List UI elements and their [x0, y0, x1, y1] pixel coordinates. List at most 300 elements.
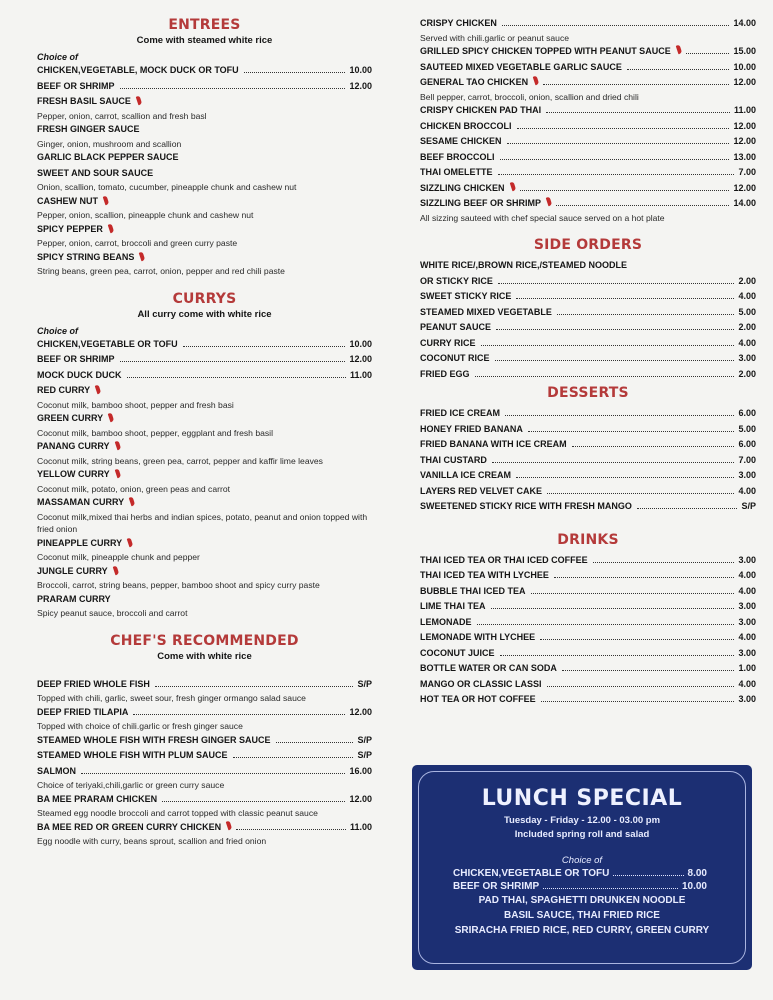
- chili-icon: [533, 76, 540, 86]
- leader-dots: [516, 298, 734, 299]
- item-name: DEEP FRIED WHOLE FISH: [37, 678, 150, 689]
- item-name: LIME THAI TEA: [420, 601, 486, 611]
- leader-dots: [541, 701, 735, 702]
- lunch-dishes-line: BASIL SAUCE, THAI FRIED RICE: [504, 910, 660, 921]
- item-header-name: SPICY PEPPER: [37, 223, 103, 234]
- menu-item: [420, 453, 756, 469]
- item-price: 7.00: [738, 454, 756, 465]
- lunch-item: [453, 867, 707, 880]
- item-name: COCONUT RICE: [420, 353, 490, 363]
- section-desserts: [420, 384, 756, 515]
- item-price: 15.00: [733, 46, 756, 56]
- item-header-name: MASSAMAN CURRY: [37, 497, 125, 507]
- lunch-item-name: CHICKEN,VEGETABLE OR TOFU: [453, 868, 610, 879]
- menu-item: [420, 119, 756, 135]
- item-price: 4.00: [738, 632, 756, 642]
- item-price: 3.00: [738, 353, 756, 363]
- item-description: Coconut milk, bamboo shoot, pepper, eggplant and fresh basil: [37, 427, 274, 438]
- chili-icon: [114, 441, 121, 451]
- section-title: SIDE ORDERS: [533, 237, 643, 253]
- item-header: [420, 258, 756, 274]
- lunch-dishes-line: PAD THAI, SPAGHETTI DRUNKEN NOODLE: [478, 895, 686, 906]
- item-header: [37, 411, 372, 427]
- item-name: SESAME CHICKEN: [420, 136, 502, 146]
- item-price: 11.00: [349, 369, 372, 380]
- item-name: CHICKEN BROCCOLI: [420, 120, 512, 131]
- item-header: [37, 166, 372, 182]
- menu-item: [420, 181, 756, 197]
- lunch-special-frame: [418, 771, 746, 964]
- chili-icon: [114, 469, 121, 479]
- leader-dots: [637, 508, 738, 509]
- lunch-item: [453, 880, 707, 893]
- section-currys: [37, 290, 372, 620]
- menu-item: [420, 60, 756, 76]
- menu-item: [420, 165, 756, 181]
- menu-item: [420, 661, 756, 677]
- item-price: 5.00: [738, 423, 756, 434]
- leader-dots: [236, 829, 346, 830]
- left-column: [37, 16, 372, 848]
- leader-dots: [554, 577, 735, 578]
- section-side-orders: [420, 236, 756, 382]
- item-header-name: CASHEW NUT: [37, 195, 98, 206]
- menu-item: [37, 79, 372, 95]
- chili-icon: [103, 195, 110, 205]
- item-header: [37, 250, 372, 266]
- item-price: 2.00: [738, 322, 756, 332]
- item-header: [37, 467, 372, 483]
- leader-dots: [627, 69, 730, 70]
- menu-item: [420, 44, 756, 60]
- item-header-name: GREEN CURRY: [37, 413, 104, 423]
- item-description: Steamed egg noodle broccoli and carrot topped with classic peanut sauce: [37, 808, 318, 818]
- section-drinks: [420, 531, 756, 708]
- item-name: SIZZLING CHICKEN: [420, 182, 505, 193]
- desserts-list: [420, 406, 756, 515]
- item-price: 3.00: [738, 694, 756, 704]
- item-name: FRIED BANANA WITH ICE CREAM: [420, 439, 567, 449]
- item-header-name: GARLIC BLACK PEPPER SAUCE: [37, 152, 179, 162]
- menu-item: [420, 274, 756, 290]
- leader-dots: [572, 446, 735, 447]
- item-description: All sizzing sauteed with chef special sauce served on a hot plate: [420, 212, 665, 223]
- item-header-name: JUNGLE CURRY: [37, 565, 108, 576]
- leader-dots: [543, 84, 729, 85]
- item-name: BEEF OR SHRIMP: [37, 354, 115, 364]
- item-price: 3.00: [738, 554, 756, 565]
- menu-item: [420, 484, 756, 500]
- item-header: [37, 150, 372, 166]
- item-price: S/P: [357, 678, 372, 689]
- leader-dots: [81, 773, 345, 774]
- item-price: 12.00: [349, 706, 372, 717]
- leader-dots: [557, 314, 735, 315]
- item-header-name: SWEET AND SOUR SAUCE: [37, 167, 154, 178]
- lunch-special-title: LUNCH SPECIAL: [481, 786, 683, 811]
- lunch-special-box: [412, 765, 752, 970]
- item-header-name: FRESH BASIL SAUCE: [37, 96, 131, 106]
- chili-icon: [546, 197, 553, 207]
- menu-item: [37, 677, 372, 693]
- leader-dots: [481, 345, 735, 346]
- item-name: SWEET STICKY RICE: [420, 291, 512, 301]
- chili-icon: [226, 820, 233, 830]
- leader-dots: [593, 562, 735, 563]
- item-price: 12.00: [733, 136, 756, 146]
- item-header: [37, 383, 372, 399]
- lunch-item-price: 8.00: [687, 868, 707, 879]
- menu-item: [420, 646, 756, 662]
- item-price: 4.00: [738, 585, 756, 596]
- item-description: String beans, green pea, carrot, onion, pepper and red chili paste: [37, 266, 285, 276]
- item-description: Pepper, onion, carrot, scallion and fresh basl: [37, 110, 207, 121]
- item-header-name: YELLOW CURRY: [37, 469, 110, 479]
- menu-item: [420, 305, 756, 321]
- leader-dots: [505, 415, 734, 416]
- item-description: Choice of teriyaki,chili,garlic or green curry sauce: [37, 780, 225, 790]
- section-subtitle: Come with steamed white rice: [136, 35, 273, 46]
- menu-item: [420, 134, 756, 150]
- item-header-name: SPICY STRING BEANS: [37, 251, 135, 262]
- item-description: Served with chili.garlic or peanut sauce: [420, 32, 570, 43]
- leader-dots: [498, 283, 735, 284]
- chili-icon: [139, 251, 146, 261]
- leader-dots: [496, 329, 734, 330]
- leader-dots: [133, 714, 345, 715]
- item-name: BUBBLE THAI ICED TEA: [420, 585, 526, 596]
- menu-item: [420, 499, 756, 515]
- menu-item: [420, 422, 756, 438]
- item-price: 4.00: [738, 570, 756, 580]
- item-price: 4.00: [738, 678, 756, 689]
- menu-item: [420, 351, 756, 367]
- leader-dots: [155, 686, 354, 687]
- leader-dots: [540, 639, 734, 640]
- menu-item: [420, 196, 756, 212]
- item-description: Egg noodle with curry, beans sprout, scallion and fried onion: [37, 836, 267, 846]
- section-entrees: [37, 16, 372, 278]
- lunch-item-name: BEEF OR SHRIMP: [453, 881, 540, 892]
- item-price: 4.00: [738, 291, 756, 301]
- leader-dots: [546, 112, 730, 113]
- menu-item: [37, 63, 372, 79]
- item-name: THAI ICED TEA OR THAI ICED COFFEE: [420, 554, 588, 565]
- item-header: [37, 592, 372, 608]
- leader-dots: [492, 462, 735, 463]
- item-description: Coconut milk, potato, onion, green peas and carrot: [37, 483, 230, 494]
- section-title: CURRYS: [172, 290, 237, 307]
- item-name: LEMONADE: [420, 616, 472, 627]
- menu-item: [420, 615, 756, 631]
- item-price: 2.00: [738, 275, 756, 286]
- item-header: [37, 122, 372, 138]
- leader-dots: [498, 174, 735, 175]
- item-header: [37, 222, 372, 238]
- item-name: HOT TEA OR HOT COFFEE: [420, 694, 536, 704]
- leader-dots: [276, 742, 354, 743]
- item-price: 3.00: [738, 647, 756, 658]
- item-price: 3.00: [738, 616, 756, 627]
- leader-dots: [531, 593, 735, 594]
- section-title: CHEF'S RECOMMENDED: [110, 632, 299, 649]
- menu-item: [420, 568, 756, 584]
- item-name: SALMON: [37, 765, 76, 776]
- item-description: Topped with chili, garlic, sweet sour, fresh ginger ormango salad sauce: [37, 693, 306, 703]
- lunch-item-price: 10.00: [681, 881, 707, 892]
- item-description: Onion, scallion, tomato, cucumber, pineapple chunk and cashew nut: [37, 182, 297, 192]
- item-name: CURRY RICE: [420, 337, 476, 348]
- leader-dots: [502, 25, 730, 26]
- leader-dots: [543, 888, 678, 889]
- sides-list: [420, 258, 756, 382]
- item-name: CHICKEN,VEGETABLE, MOCK DUCK OR TOFU: [37, 65, 239, 75]
- item-name: GENERAL TAO CHICKEN: [420, 77, 529, 87]
- leader-dots: [495, 360, 735, 361]
- currys-list: [37, 337, 372, 620]
- item-header-name: WHITE RICE/,BROWN RICE,/STEAMED NOODLE: [420, 260, 627, 270]
- menu-item: [420, 630, 756, 646]
- item-name: DEEP FRIED TILAPIA: [37, 706, 129, 717]
- leader-dots: [475, 376, 735, 377]
- chili-icon: [127, 537, 134, 547]
- chili-icon: [509, 181, 516, 191]
- item-description: Pepper, onion, scallion, pineapple chunk and cashew nut: [37, 210, 254, 220]
- item-price: 12.00: [349, 80, 372, 91]
- item-header-name: PANANG CURRY: [37, 441, 110, 451]
- item-price: 5.00: [738, 306, 756, 317]
- item-name: BOTTLE WATER OR CAN SODA: [420, 663, 557, 673]
- item-description: Broccoli, carrot, string beans, pepper, bamboo shoot and spicy curry paste: [37, 580, 320, 590]
- item-name: HONEY FRIED BANANA: [420, 423, 523, 434]
- item-price: 12.00: [733, 77, 756, 87]
- menu-item: [420, 103, 756, 119]
- item-name: MOCK DUCK DUCK: [37, 369, 122, 380]
- section-subtitle: Come with white rice: [157, 650, 252, 662]
- chili-icon: [108, 413, 115, 423]
- menu-item: [420, 16, 756, 32]
- leader-dots: [500, 159, 730, 160]
- menu-item: [420, 367, 756, 383]
- item-price: 12.00: [349, 793, 372, 804]
- menu-item: [37, 764, 372, 780]
- item-name: LAYERS RED VELVET CAKE: [420, 485, 543, 496]
- item-name: THAI OMELETTE: [420, 167, 493, 177]
- item-price: 4.00: [738, 337, 756, 348]
- leader-dots: [477, 624, 735, 625]
- item-name: BEEF OR SHRIMP: [37, 80, 115, 91]
- choice-label: Choice of: [37, 52, 79, 62]
- chili-icon: [108, 223, 115, 233]
- leader-dots: [516, 477, 734, 478]
- item-price: 11.00: [349, 821, 372, 832]
- lunch-special-hours: Tuesday - Friday - 12.00 - 03.00 pm: [503, 815, 661, 826]
- item-header: [37, 495, 372, 511]
- item-price: 6.00: [738, 408, 756, 418]
- leader-dots: [500, 655, 735, 656]
- menu-item: [420, 599, 756, 615]
- item-name: SIZZLING BEEF OR SHRIMP: [420, 198, 542, 208]
- menu-item: [37, 352, 372, 368]
- item-price: 4.00: [738, 485, 756, 496]
- menu-item: [420, 320, 756, 336]
- leader-dots: [528, 431, 735, 432]
- item-price: 12.00: [733, 120, 756, 131]
- item-price: S/P: [357, 734, 372, 745]
- item-price: 13.00: [733, 151, 756, 162]
- item-name: STEAMED MIXED VEGETABLE: [420, 306, 552, 317]
- item-name: FRIED ICE CREAM: [420, 408, 501, 418]
- item-name: BEEF BROCCOLI: [420, 151, 495, 162]
- item-price: 3.00: [738, 470, 756, 480]
- leader-dots: [547, 493, 734, 494]
- menu-item: [420, 692, 756, 708]
- leader-dots: [686, 53, 730, 54]
- item-description: Coconut milk, pineapple chunk and pepper: [37, 552, 200, 562]
- menu-item: [37, 705, 372, 721]
- menu-item: [37, 368, 372, 384]
- menu-item: [37, 337, 372, 353]
- leader-dots: [547, 686, 735, 687]
- menu-item: [420, 553, 756, 569]
- item-description: Spicy peanut sauce, broccoli and carrot: [37, 608, 188, 618]
- leader-dots: [556, 205, 729, 206]
- item-price: 14.00: [733, 18, 756, 28]
- right-column: [420, 16, 756, 708]
- leader-dots: [562, 670, 735, 671]
- item-name: THAI CUSTARD: [420, 454, 487, 465]
- item-name: MANGO OR CLASSIC LASSI: [420, 678, 542, 689]
- specials-list: [420, 16, 756, 224]
- section-chefs-recommended: [37, 632, 372, 848]
- leader-dots: [613, 875, 683, 876]
- chefs-list: [37, 677, 372, 848]
- item-name: CRISPY CHICKEN: [420, 18, 497, 28]
- item-name: COCONUT JUICE: [420, 647, 495, 658]
- item-name: LEMONADE WITH LYCHEE: [420, 632, 536, 642]
- menu-item: [37, 733, 372, 749]
- item-name: THAI ICED TEA WITH LYCHEE: [420, 570, 549, 580]
- item-name: BA MEE RED OR GREEN CURRY CHICKEN: [37, 821, 222, 832]
- item-name: VANILLA ICE CREAM: [420, 470, 511, 480]
- item-header: [37, 564, 372, 580]
- item-description: Coconut milk, string beans, green pea, carrot, pepper and kaffir lime leaves: [37, 455, 323, 466]
- item-header: [37, 194, 372, 210]
- item-name: BA MEE PRARAM CHICKEN: [37, 793, 158, 804]
- chili-icon: [675, 45, 682, 55]
- item-header: [37, 439, 372, 455]
- item-header: [37, 536, 372, 552]
- item-name: GRILLED SPICY CHICKEN TOPPED WITH PEANUT SAUCE: [420, 46, 671, 56]
- item-header-name: PINEAPPLE CURRY: [37, 537, 123, 548]
- menu-item: [420, 468, 756, 484]
- item-price: 7.00: [738, 167, 756, 177]
- item-name: SWEETENED STICKY RICE WITH FRESH MANGO: [420, 501, 632, 511]
- menu-item: [420, 75, 756, 91]
- leader-dots: [491, 608, 735, 609]
- section-specials: [420, 16, 756, 224]
- item-name: PEANUT SAUCE: [420, 322, 492, 332]
- item-price: 3.00: [738, 601, 756, 611]
- section-title: DESSERTS: [547, 385, 629, 401]
- item-header-name: FRESH GINGER SAUCE: [37, 124, 140, 134]
- menu-item: [420, 336, 756, 352]
- menu-item: [37, 792, 372, 808]
- leader-dots: [244, 72, 346, 73]
- lunch-special-included: Included spring roll and salad: [514, 829, 650, 840]
- item-name: CRISPY CHICKEN PAD THAI: [420, 105, 542, 115]
- leader-dots: [127, 377, 346, 378]
- menu-item: [420, 437, 756, 453]
- choice-label: Choice of: [37, 325, 79, 336]
- item-price: S/P: [357, 750, 372, 760]
- item-description: Pepper, onion, carrot, broccoli and green curry paste: [37, 238, 238, 248]
- item-price: 10.00: [733, 61, 756, 72]
- item-price: 14.00: [733, 198, 756, 208]
- item-price: 12.00: [733, 182, 756, 193]
- lunch-choice-label: Choice of: [561, 855, 603, 866]
- menu-item: [420, 406, 756, 422]
- section-title: DRINKS: [557, 531, 619, 548]
- chili-icon: [112, 565, 119, 575]
- menu-item: [420, 289, 756, 305]
- item-price: 6.00: [738, 439, 756, 449]
- item-name: CHICKEN,VEGETABLE OR TOFU: [37, 338, 178, 349]
- item-header: [37, 94, 372, 110]
- menu-item: [420, 150, 756, 166]
- item-description: Topped with choice of chili.garlic or fresh ginger sauce: [37, 721, 243, 731]
- menu-item: [420, 584, 756, 600]
- item-name: STEAMED WHOLE FISH WITH PLUM SAUCE: [37, 750, 228, 760]
- item-description: Coconut milk, bamboo shoot, pepper and fresh basi: [37, 399, 234, 410]
- leader-dots: [120, 361, 346, 362]
- item-name: FRIED EGG: [420, 368, 470, 379]
- item-description: Bell pepper, carrot, broccoli, onion, scallion and dried chili: [420, 91, 639, 102]
- chili-icon: [95, 385, 102, 395]
- item-name: OR STICKY RICE: [420, 275, 493, 286]
- section-subtitle: All curry come with white rice: [137, 308, 272, 320]
- item-header-name: RED CURRY: [37, 385, 91, 395]
- section-title: ENTREES: [168, 17, 241, 33]
- item-description: Ginger, onion, mushroom and scallion: [37, 138, 182, 149]
- item-price: 10.00: [349, 338, 372, 349]
- leader-dots: [233, 757, 354, 758]
- item-price: 2.00: [738, 368, 756, 379]
- leader-dots: [183, 346, 346, 347]
- menu-item: [37, 820, 372, 836]
- item-name: SAUTEED MIXED VEGETABLE GARLIC SAUCE: [420, 61, 622, 72]
- item-price: 11.00: [733, 105, 756, 115]
- lunch-dishes-line: SRIRACHA FRIED RICE, RED CURRY, GREEN CURRY: [454, 925, 710, 936]
- leader-dots: [520, 190, 730, 191]
- item-price: 12.00: [349, 354, 372, 364]
- item-price: 10.00: [349, 65, 372, 75]
- entrees-list: [37, 63, 372, 278]
- item-name: STEAMED WHOLE FISH WITH FRESH GINGER SAUCE: [37, 734, 271, 745]
- menu-item: [37, 748, 372, 764]
- item-description: Coconut milk,mixed thai herbs and indian spices, potato, peanut and onion topped with fried onion: [37, 511, 368, 534]
- leader-dots: [120, 88, 346, 89]
- item-header-name: PRARAM CURRY: [37, 593, 111, 604]
- chili-icon: [136, 96, 143, 106]
- item-price: 1.00: [738, 663, 756, 673]
- item-price: S/P: [741, 501, 756, 511]
- item-price: 16.00: [349, 765, 372, 776]
- leader-dots: [507, 143, 730, 144]
- menu-item: [420, 677, 756, 693]
- chili-icon: [129, 497, 136, 507]
- leader-dots: [517, 128, 730, 129]
